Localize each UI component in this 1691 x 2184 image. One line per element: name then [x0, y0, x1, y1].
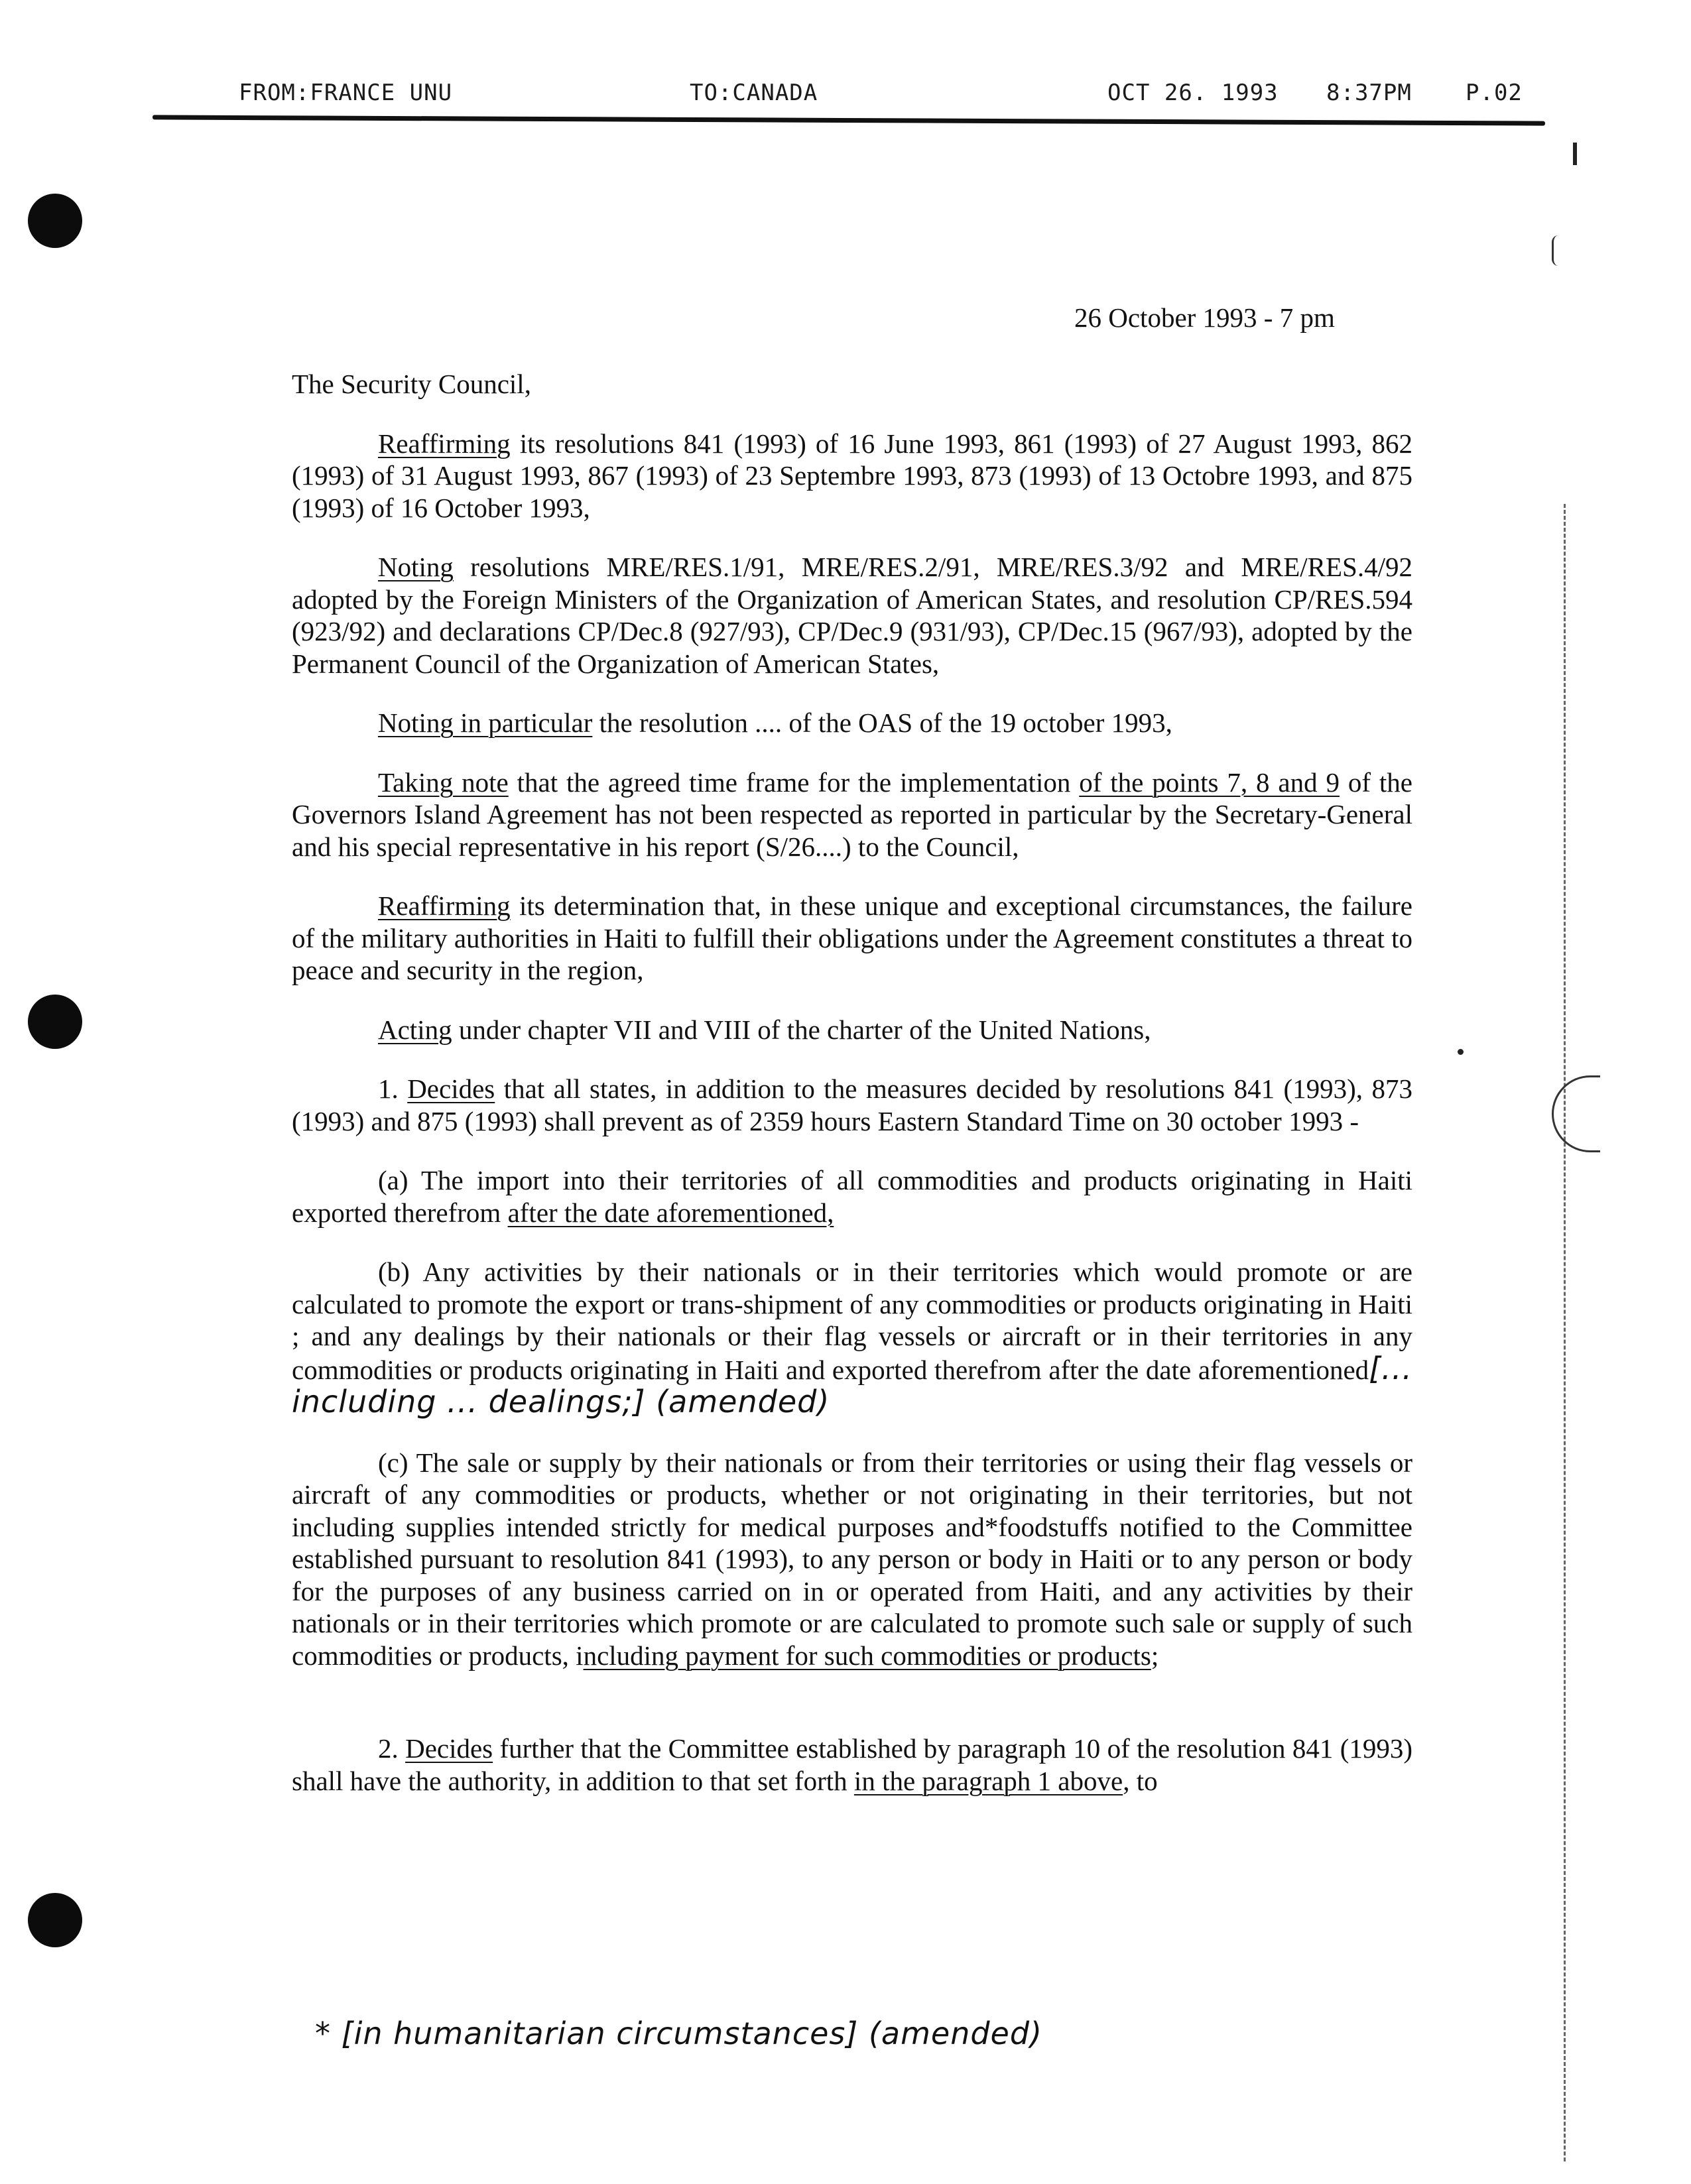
handwritten-amendment: [... including ... dealings;] (amended) [292, 1350, 1412, 1420]
fax-page: P.02 [1466, 80, 1523, 106]
preamble-keyword: Taking note [378, 766, 509, 798]
operative-keyword: Decides [407, 1073, 495, 1104]
fax-to: TO:CANADA [690, 80, 818, 106]
fax-header [239, 73, 1545, 113]
scan-edge-mark [1564, 504, 1566, 2161]
subparagraph-b: (b) Any activities by their nationals or in their territories which would promote or are calculated to promote the export or trans-shipment of any commodities or products originating in Haiti ; and any dealings by their nationals or their flag vessels or aircraft or in their territories in any commodities or products originating in Haiti and exported therefrom after the date aforementioned[... including ... dealings;] (amended) [292, 1256, 1412, 1420]
preamble-keyword: Reaffirming [378, 890, 511, 921]
preamble-keyword: Noting [378, 552, 454, 582]
resolution-body [292, 368, 1412, 1824]
scan-speck [1552, 235, 1563, 266]
handwritten-footnote: * [in humanitarian circumstances] (amended) [315, 2016, 1043, 2051]
header-rule [153, 115, 1545, 125]
preamble-keyword: Reaffirming [378, 428, 511, 459]
preamble-paragraph: Reaffirming its determination that, in these unique and exceptional circumstances, the failure of the military authorities in Haiti to fulfill their obligations under the Agreement constitutes a threat to peace and security in the region, [292, 890, 1412, 985]
subparagraph-c: (c) The sale or supply by their nationals or from their territories or using their flag vessels or aircraft of any commodities or products, whether or not originating in their territories, but not including supplies intended strictly for medical purposes and*foodstuffs notified to the Committee established pursuant to resolution 841 (1993), to any person or body in Haiti or to any person or body for the purposes of any business carried on in or operated from Haiti, and any activities by their nationals or in their territories which promote or are calculated to promote such sale or supply of such commodities or products, including payment for such commodities or products; [292, 1447, 1412, 1671]
preamble-paragraph: Taking note that the agreed time frame for the implementation of the points 7, 8 and 9 of the Governors Island Agreement has not been respected as reported in particular by the Secretary-General and his special representative in his report (S/26....) to the Council, [292, 766, 1412, 862]
subparagraph-a: (a) The import into their territories of all commodities and products originating in Haiti exported therefrom after the date aforementioned, [292, 1165, 1412, 1228]
punch-hole [28, 995, 82, 1049]
scan-speck [1573, 143, 1577, 165]
fax-date: OCT 26. 1993 [1107, 80, 1279, 106]
operative-keyword: Decides [405, 1733, 493, 1764]
preamble-paragraph: Noting resolutions MRE/RES.1/91, MRE/RES.2/91, MRE/RES.3/92 and MRE/RES.4/92 adopted by the Foreign Ministers of the Organization of American States, and resolution CP/RES.594 (923/92) and declarations CP/Dec.8 (927/93), CP/Dec.9 (931/93), CP/Dec.15 (967/93), adopted by the Permanent Council of the Organization of American States, [292, 552, 1412, 679]
scan-speck [1552, 1075, 1600, 1152]
punch-hole [28, 1893, 82, 1947]
handwritten-underline: of the points 7, 8 and 9 [1079, 766, 1340, 798]
preamble-keyword: Acting [378, 1014, 452, 1045]
document-date: 26 October 1993 - 7 pm [1074, 302, 1335, 333]
salutation: The Security Council, [292, 369, 531, 399]
preamble-paragraph: Acting under chapter VII and VIII of the charter of the United Nations, [378, 1014, 1151, 1045]
handwritten-asterisk: * [984, 1511, 999, 1542]
operative-paragraph-1: 1. Decides that all states, in addition to the measures decided by resolutions 841 (1993), 873 (1993) and 875 (1993) shall prevent as of 2359 hours Eastern Standard Time on 30 october 1993 - [292, 1073, 1413, 1136]
handwritten-underline: after the date aforementioned, [507, 1197, 834, 1228]
fax-time: 8:37PM [1326, 80, 1412, 106]
punch-hole [28, 194, 82, 248]
handwritten-underline: in the paragraph 1 above [853, 1765, 1123, 1796]
preamble-keyword: Noting in particular [378, 707, 593, 738]
scan-speck [1458, 1049, 1464, 1055]
handwritten-underline: ncluding payment for such commodities or products [583, 1640, 1151, 1671]
preamble-paragraph: Noting in particular the resolution .... of the OAS of the 19 october 1993, [378, 707, 1172, 738]
fax-from: FROM:FRANCE UNU [239, 80, 453, 106]
preamble-paragraph: Reaffirming its resolutions 841 (1993) of 16 June 1993, 861 (1993) of 27 August 1993, 862 (1993) of 31 August 1993, 867 (1993) of 23 Septembre 1993, 873 (1993) of 13 Octobre 1993, and 875 (1993) of 16 October 1993, [292, 428, 1412, 523]
operative-paragraph-2: 2. Decides further that the Committee established by paragraph 10 of the resolution 841 (1993) shall have the authority, in addition to that set forth in the paragraph 1 above, to [292, 1733, 1413, 1796]
